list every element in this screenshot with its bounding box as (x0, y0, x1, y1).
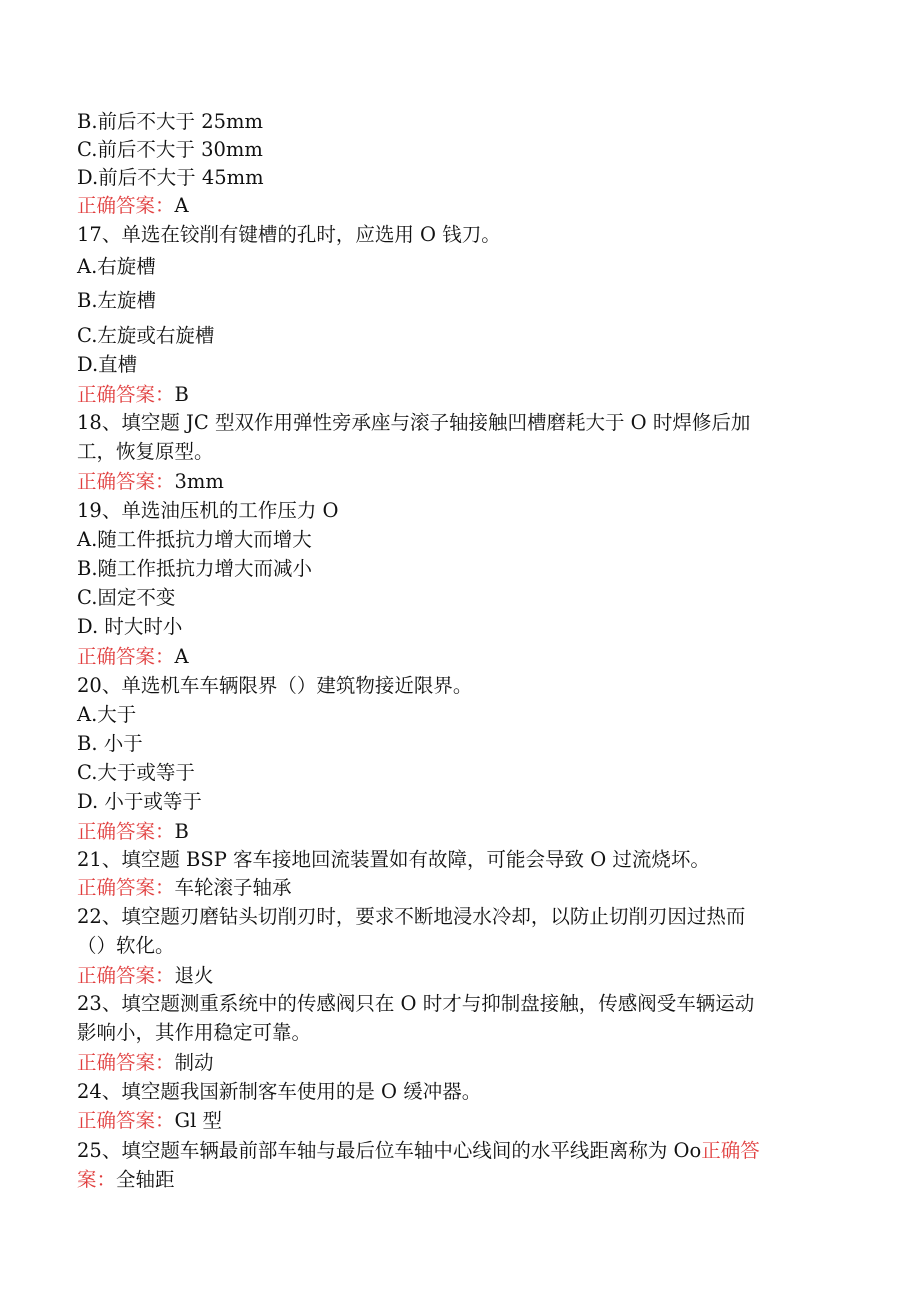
option-b: B.前后不大于 25mm (77, 110, 264, 133)
option-c: C.左旋或右旋槽 (77, 324, 215, 347)
option-a: A.右旋槽 (77, 255, 156, 278)
answer-label: 正确答案： (77, 194, 175, 217)
question-25-text: 25、填空题车辆最前部车轴与最后位车轴中心线间的水平线距离称为 Oo (77, 1139, 702, 1162)
option-c: C.前后不大于 30mm (77, 138, 263, 161)
answer-value: 车轮滚子轴承 (174, 876, 292, 899)
answer-line (77, 644, 189, 670)
answer-label: 正确答案： (77, 876, 175, 899)
answer-label: 正确答案： (77, 470, 175, 493)
answer-line (77, 819, 189, 845)
answer-label: 正确答案： (77, 1109, 175, 1132)
option-b: B.随工作抵抗力增大而减小 (77, 557, 313, 580)
question-23-cont: 影响小，其作用稳定可靠。 (77, 1021, 312, 1044)
answer-label: 正确答 (701, 1139, 760, 1162)
answer-value: 退火 (174, 964, 214, 987)
answer-value: A (174, 645, 189, 668)
answer-label: 正确答案： (77, 383, 175, 406)
answer-line (77, 875, 292, 901)
answer-value: A (174, 194, 189, 217)
option-d: D.直槽 (77, 353, 138, 376)
option-c: C.固定不变 (77, 586, 176, 609)
answer-label: 正确答案： (77, 645, 175, 668)
question-24: 24、填空题我国新制客车使用的是 O 缓冲器。 (77, 1080, 482, 1103)
option-c: C.大于或等于 (77, 761, 195, 784)
answer-line (77, 963, 214, 989)
answer-line (77, 1108, 222, 1134)
option-d: D. 时大时小 (77, 615, 183, 638)
option-b: B.左旋槽 (77, 289, 157, 312)
option-d: D.前后不大于 45mm (77, 166, 264, 189)
answer-label: 正确答案： (77, 1051, 175, 1074)
answer-value: B (174, 820, 189, 843)
question-21: 21、填空题 BSP 客车接地回流装置如有故障，可能会导致 O 过流烧坏。 (77, 848, 710, 871)
answer-label: 正确答案： (77, 964, 175, 987)
question-23: 23、填空题测重系统中的传感阀只在 O 时才与抑制盘接触，传感阀受车辆运动 (77, 992, 755, 1015)
answer-value: Gl 型 (174, 1109, 223, 1132)
option-d: D. 小于或等于 (77, 790, 202, 813)
answer-line (77, 469, 224, 495)
answer-value: 3mm (174, 470, 224, 493)
question-17: 17、单选在铰削有键槽的孔时，应选用 O 钱刀。 (77, 223, 501, 246)
option-a: A.随工件抵抗力增大而增大 (77, 528, 312, 551)
answer-label: 正确答案： (77, 820, 175, 843)
answer-value: 制动 (174, 1051, 214, 1074)
question-25 (77, 1138, 760, 1164)
question-19: 19、单选油压机的工作压力 O (77, 499, 339, 522)
answer-line (77, 382, 189, 408)
answer-value: 全轴距 (116, 1168, 175, 1191)
question-18-cont: 工，恢复原型。 (77, 440, 214, 463)
question-20: 20、单选机车车辆限界（）建筑物接近限界。 (77, 674, 473, 697)
question-18: 18、填空题 JC 型双作用弹性旁承座与滚子轴接触凹槽磨耗大于 O 时焊修后加 (77, 411, 751, 434)
option-a: A.大于 (77, 703, 137, 726)
option-b: B. 小于 (77, 732, 143, 755)
answer-line (77, 193, 189, 219)
question-22-cont: （）软化。 (77, 934, 175, 957)
answer-line (77, 1050, 214, 1076)
answer-line (77, 1167, 175, 1193)
question-22: 22、填空题刃磨钻头切削刃时，要求不断地浸水冷却，以防止切削刃因过热而 (77, 905, 746, 928)
answer-value: B (174, 383, 189, 406)
answer-label-cont: 案： (77, 1168, 117, 1191)
